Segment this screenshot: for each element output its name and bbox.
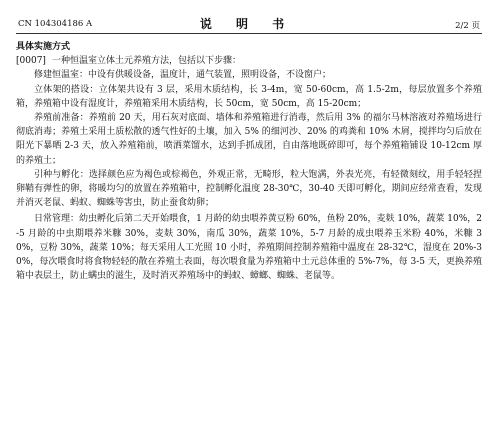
document-title: 说 明 书: [199, 17, 295, 31]
paragraph-number: [0007]: [16, 56, 46, 67]
paragraph-preparation: 养殖前准备：养殖前 20 天，用石灰对底面、墙体和养殖箱进行消毒，然后用 3% 的福尔马林溶液对养殖场进行彻底消毒；养殖土采用土质松散的透气性好的土壤，加入 5% 的细河沙、20% 的鸡粪和 10% 木屑，搅拌均匀后放在阳光下暴晒 2-3 天，放入养殖箱前，喷洒菜馏水，达到手抓成团，自由落地既碎即可，每个养殖箱铺设 10-12cm 厚的养殖土；: [16, 113, 482, 166]
paragraph-daily-management: 日常管理：幼虫孵化后第二天开始喂食，1 月龄的幼虫喂养黄豆粉 60%，鱼粉 20%，麦麸 10%，蔬菜 10%，2-5 月龄的中虫期喂养米糠 30%，麦麸 30%，南瓜 30%，蔬菜 10%，5-7 月龄的成虫喂养玉米粉 40%，米糠 30%，豆粉 30%，蔬菜 10%；每天采用人工光照 10 小时，养殖期间控制养殖箱中温度在 28-32℃，湿度在 20%-30%，每次喂食时将食物轻轻的散在养殖土表面，每次喂食量为养殖箱中土元总体重的 5%-7%，每 3-5 天，更换养殖箱中表层土，防止螨虫的滋生，及时消灭养殖场中的蚂蚁、蟑螂、蜘蛛、老鼠等。: [16, 214, 482, 282]
publication-number: CN 104304186 A: [18, 19, 93, 29]
page-header: [0, 0, 494, 34]
paragraph-hatching: 引种与孵化：选择颜色应为褐色或棕褐色，外观正常，无畸形，粒大饱满，外表光亮，有轻微刻纹，用手轻轻捏卵鞘有弹性的卵，将暖均匀的放置在养殖箱中，控制孵化温度 28-30℃，30-40 天即可孵化，期间应经常查看，发现并消灭老鼠、蚂蚁、蜘蛛等害虫，防止蚕食幼卵；: [16, 169, 482, 209]
section-title: 具体实施方式: [16, 42, 71, 52]
header-divider: [16, 33, 482, 34]
paragraph-text: 一种恒温室立体土元养殖方法，包括以下步骤：: [51, 56, 241, 67]
page-number: 2/2 页: [455, 21, 480, 31]
paragraph-rack-setup: 立体架的搭设：立体架共设有 3 层，采用木质结构，长 3-4m，宽 50-60cm，高 1.5-2m，每层放置多个养殖箱，养殖箱中设有湿度计，养殖箱采用木质结构，长 50cm，宽 50cm，高 15-20cm；: [16, 84, 482, 109]
document-body: [16, 40, 482, 283]
paragraph-build-room: 修建恒温室：中设有供暖设备，温度计，通气装置，照明设备，不设窗户；: [34, 70, 332, 81]
paragraph-intro: [16, 54, 482, 68]
